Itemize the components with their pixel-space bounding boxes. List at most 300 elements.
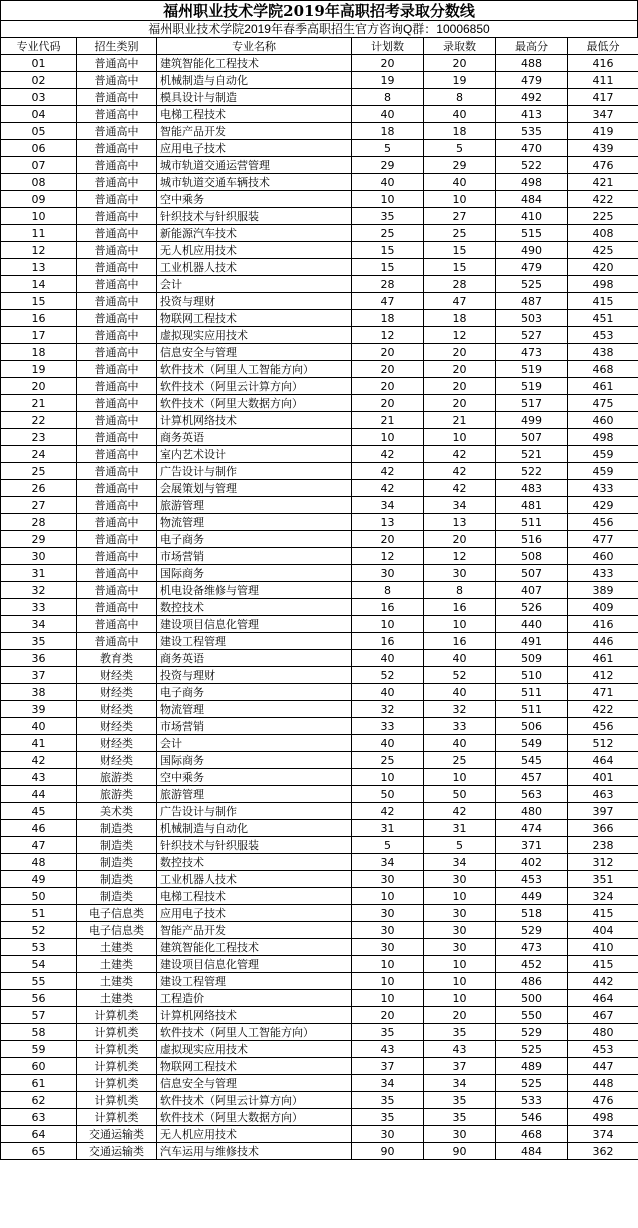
cell-plan: 20 [352, 361, 424, 378]
cell-max-score: 518 [496, 905, 568, 922]
cell-category: 普通高中 [77, 225, 157, 242]
cell-admitted: 12 [424, 548, 496, 565]
cell-plan: 40 [352, 735, 424, 752]
cell-category: 普通高中 [77, 72, 157, 89]
table-row [1, 837, 638, 854]
cell-code: 39 [1, 701, 77, 718]
cell-category: 制造类 [77, 854, 157, 871]
cell-major: 机械制造与自动化 [157, 72, 352, 89]
cell-category: 普通高中 [77, 276, 157, 293]
table-row [1, 55, 638, 72]
cell-code: 17 [1, 327, 77, 344]
cell-code: 08 [1, 174, 77, 191]
cell-code: 33 [1, 599, 77, 616]
cell-admitted: 30 [424, 905, 496, 922]
cell-admitted: 40 [424, 735, 496, 752]
cell-code: 10 [1, 208, 77, 225]
cell-plan: 34 [352, 497, 424, 514]
table-row [1, 735, 638, 752]
cell-major: 建设工程管理 [157, 633, 352, 650]
col-header-major: 专业名称 [157, 38, 352, 55]
cell-admitted: 37 [424, 1058, 496, 1075]
table-row [1, 1041, 638, 1058]
cell-max-score: 517 [496, 395, 568, 412]
cell-code: 20 [1, 378, 77, 395]
cell-min-score: 416 [568, 616, 638, 633]
cell-admitted: 20 [424, 1007, 496, 1024]
cell-admitted: 10 [424, 973, 496, 990]
table-row [1, 599, 638, 616]
table-row [1, 1075, 638, 1092]
table-row [1, 633, 638, 650]
cell-max-score: 468 [496, 1126, 568, 1143]
cell-major: 软件技术（阿里人工智能方向） [157, 361, 352, 378]
cell-admitted: 28 [424, 276, 496, 293]
table-row [1, 565, 638, 582]
cell-max-score: 535 [496, 123, 568, 140]
cell-min-score: 464 [568, 990, 638, 1007]
page-title: 福州职业技术学院2019年高职招考录取分数线 [0, 0, 638, 20]
cell-category: 财经类 [77, 735, 157, 752]
cell-major: 城市轨道交通车辆技术 [157, 174, 352, 191]
cell-max-score: 525 [496, 1075, 568, 1092]
cell-admitted: 35 [424, 1024, 496, 1041]
table-row [1, 1109, 638, 1126]
cell-min-score: 463 [568, 786, 638, 803]
cell-code: 65 [1, 1143, 77, 1160]
cell-code: 32 [1, 582, 77, 599]
cell-major: 软件技术（阿里大数据方向） [157, 1109, 352, 1126]
cell-code: 12 [1, 242, 77, 259]
cell-min-score: 415 [568, 905, 638, 922]
cell-min-score: 453 [568, 1041, 638, 1058]
table-row [1, 395, 638, 412]
cell-min-score: 456 [568, 718, 638, 735]
cell-major: 虚拟现实应用技术 [157, 327, 352, 344]
cell-max-score: 519 [496, 378, 568, 395]
cell-major: 智能产品开发 [157, 922, 352, 939]
cell-admitted: 8 [424, 89, 496, 106]
cell-max-score: 527 [496, 327, 568, 344]
cell-category: 制造类 [77, 888, 157, 905]
table-row [1, 922, 638, 939]
cell-major: 软件技术（阿里人工智能方向） [157, 1024, 352, 1041]
cell-category: 美术类 [77, 803, 157, 820]
cell-max-score: 489 [496, 1058, 568, 1075]
cell-code: 15 [1, 293, 77, 310]
table-row [1, 871, 638, 888]
cell-min-score: 459 [568, 463, 638, 480]
cell-min-score: 408 [568, 225, 638, 242]
cell-min-score: 460 [568, 412, 638, 429]
cell-admitted: 20 [424, 395, 496, 412]
cell-admitted: 10 [424, 990, 496, 1007]
cell-code: 56 [1, 990, 77, 1007]
cell-max-score: 470 [496, 140, 568, 157]
cell-plan: 42 [352, 480, 424, 497]
cell-category: 计算机类 [77, 1024, 157, 1041]
cell-plan: 8 [352, 89, 424, 106]
table-row [1, 225, 638, 242]
cell-min-score: 446 [568, 633, 638, 650]
cell-min-score: 238 [568, 837, 638, 854]
cell-admitted: 29 [424, 157, 496, 174]
cell-code: 64 [1, 1126, 77, 1143]
cell-plan: 30 [352, 565, 424, 582]
table-row [1, 276, 638, 293]
cell-plan: 30 [352, 905, 424, 922]
col-header-admitted: 录取数 [424, 38, 496, 55]
table-row [1, 1058, 638, 1075]
cell-plan: 20 [352, 1007, 424, 1024]
cell-category: 普通高中 [77, 327, 157, 344]
cell-plan: 40 [352, 106, 424, 123]
cell-plan: 40 [352, 650, 424, 667]
cell-category: 普通高中 [77, 106, 157, 123]
cell-major: 电梯工程技术 [157, 888, 352, 905]
cell-plan: 18 [352, 123, 424, 140]
cell-min-score: 419 [568, 123, 638, 140]
cell-plan: 10 [352, 888, 424, 905]
cell-plan: 30 [352, 871, 424, 888]
cell-min-score: 362 [568, 1143, 638, 1160]
table-row [1, 820, 638, 837]
cell-major: 物联网工程技术 [157, 310, 352, 327]
cell-max-score: 484 [496, 1143, 568, 1160]
cell-max-score: 473 [496, 939, 568, 956]
cell-plan: 12 [352, 327, 424, 344]
cell-max-score: 545 [496, 752, 568, 769]
cell-max-score: 490 [496, 242, 568, 259]
table-row [1, 480, 638, 497]
cell-major: 市场营销 [157, 718, 352, 735]
cell-plan: 30 [352, 1126, 424, 1143]
cell-min-score: 404 [568, 922, 638, 939]
cell-admitted: 34 [424, 854, 496, 871]
cell-code: 62 [1, 1092, 77, 1109]
cell-category: 计算机类 [77, 1075, 157, 1092]
cell-min-score: 401 [568, 769, 638, 786]
cell-code: 57 [1, 1007, 77, 1024]
cell-min-score: 498 [568, 429, 638, 446]
cell-admitted: 20 [424, 531, 496, 548]
cell-category: 普通高中 [77, 191, 157, 208]
cell-code: 44 [1, 786, 77, 803]
cell-code: 27 [1, 497, 77, 514]
cell-category: 制造类 [77, 837, 157, 854]
cell-major: 软件技术（阿里云计算方向） [157, 1092, 352, 1109]
table-row [1, 72, 638, 89]
cell-plan: 32 [352, 701, 424, 718]
cell-admitted: 52 [424, 667, 496, 684]
cell-category: 普通高中 [77, 599, 157, 616]
cell-major: 信息安全与管理 [157, 1075, 352, 1092]
cell-min-score: 389 [568, 582, 638, 599]
cell-category: 普通高中 [77, 514, 157, 531]
cell-code: 01 [1, 55, 77, 72]
cell-plan: 28 [352, 276, 424, 293]
cell-min-score: 461 [568, 650, 638, 667]
cell-plan: 5 [352, 837, 424, 854]
cell-max-score: 511 [496, 701, 568, 718]
table-row [1, 344, 638, 361]
cell-code: 24 [1, 446, 77, 463]
cell-code: 07 [1, 157, 77, 174]
cell-code: 05 [1, 123, 77, 140]
cell-max-score: 410 [496, 208, 568, 225]
cell-min-score: 412 [568, 667, 638, 684]
cell-min-score: 351 [568, 871, 638, 888]
cell-plan: 18 [352, 310, 424, 327]
cell-major: 国际商务 [157, 752, 352, 769]
cell-code: 04 [1, 106, 77, 123]
cell-plan: 42 [352, 446, 424, 463]
cell-min-score: 415 [568, 956, 638, 973]
cell-plan: 25 [352, 752, 424, 769]
cell-code: 30 [1, 548, 77, 565]
cell-category: 财经类 [77, 718, 157, 735]
cell-max-score: 521 [496, 446, 568, 463]
cell-plan: 50 [352, 786, 424, 803]
cell-max-score: 529 [496, 1024, 568, 1041]
cell-max-score: 526 [496, 599, 568, 616]
cell-plan: 34 [352, 854, 424, 871]
cell-min-score: 410 [568, 939, 638, 956]
cell-category: 财经类 [77, 752, 157, 769]
cell-min-score: 480 [568, 1024, 638, 1041]
cell-admitted: 5 [424, 837, 496, 854]
cell-major: 空中乘务 [157, 769, 352, 786]
cell-major: 旅游管理 [157, 497, 352, 514]
cell-max-score: 453 [496, 871, 568, 888]
cell-code: 60 [1, 1058, 77, 1075]
cell-major: 室内艺术设计 [157, 446, 352, 463]
cell-code: 02 [1, 72, 77, 89]
cell-plan: 40 [352, 684, 424, 701]
cell-min-score: 476 [568, 1092, 638, 1109]
cell-major: 计算机网络技术 [157, 412, 352, 429]
cell-min-score: 448 [568, 1075, 638, 1092]
cell-major: 建筑智能化工程技术 [157, 939, 352, 956]
cell-major: 数控技术 [157, 599, 352, 616]
page-subtitle: 福州职业技术学院2019年春季高职招生官方咨询Q群：10006850 [0, 20, 638, 37]
cell-admitted: 20 [424, 378, 496, 395]
table-row [1, 718, 638, 735]
cell-major: 工业机器人技术 [157, 259, 352, 276]
cell-category: 交通运输类 [77, 1143, 157, 1160]
cell-category: 计算机类 [77, 1041, 157, 1058]
cell-major: 新能源汽车技术 [157, 225, 352, 242]
table-row [1, 854, 638, 871]
cell-plan: 21 [352, 412, 424, 429]
cell-min-score: 461 [568, 378, 638, 395]
cell-code: 09 [1, 191, 77, 208]
table-row [1, 1126, 638, 1143]
cell-code: 59 [1, 1041, 77, 1058]
table-row [1, 990, 638, 1007]
cell-min-score: 498 [568, 276, 638, 293]
cell-category: 普通高中 [77, 463, 157, 480]
cell-max-score: 506 [496, 718, 568, 735]
cell-major: 物流管理 [157, 701, 352, 718]
cell-category: 普通高中 [77, 412, 157, 429]
cell-admitted: 25 [424, 752, 496, 769]
cell-code: 63 [1, 1109, 77, 1126]
cell-min-score: 475 [568, 395, 638, 412]
cell-code: 50 [1, 888, 77, 905]
cell-code: 06 [1, 140, 77, 157]
cell-min-score: 397 [568, 803, 638, 820]
cell-major: 模具设计与制造 [157, 89, 352, 106]
cell-category: 普通高中 [77, 293, 157, 310]
cell-major: 软件技术（阿里大数据方向） [157, 395, 352, 412]
cell-plan: 15 [352, 259, 424, 276]
cell-max-score: 491 [496, 633, 568, 650]
cell-min-score: 477 [568, 531, 638, 548]
cell-code: 13 [1, 259, 77, 276]
cell-category: 土建类 [77, 990, 157, 1007]
cell-category: 普通高中 [77, 616, 157, 633]
cell-max-score: 507 [496, 565, 568, 582]
cell-major: 工程造价 [157, 990, 352, 1007]
table-header-row [1, 38, 638, 55]
table-row [1, 769, 638, 786]
table-row [1, 786, 638, 803]
cell-code: 36 [1, 650, 77, 667]
cell-max-score: 479 [496, 72, 568, 89]
cell-admitted: 40 [424, 174, 496, 191]
cell-category: 教育类 [77, 650, 157, 667]
cell-admitted: 20 [424, 344, 496, 361]
col-header-code: 专业代码 [1, 38, 77, 55]
cell-code: 45 [1, 803, 77, 820]
cell-major: 商务英语 [157, 429, 352, 446]
cell-code: 43 [1, 769, 77, 786]
cell-plan: 34 [352, 1075, 424, 1092]
cell-category: 普通高中 [77, 259, 157, 276]
cell-admitted: 35 [424, 1092, 496, 1109]
cell-category: 普通高中 [77, 361, 157, 378]
table-row [1, 327, 638, 344]
cell-min-score: 422 [568, 191, 638, 208]
cell-min-score: 476 [568, 157, 638, 174]
cell-major: 市场营销 [157, 548, 352, 565]
cell-max-score: 519 [496, 361, 568, 378]
table-row [1, 1092, 638, 1109]
cell-major: 计算机网络技术 [157, 1007, 352, 1024]
cell-admitted: 18 [424, 123, 496, 140]
cell-max-score: 525 [496, 276, 568, 293]
cell-category: 普通高中 [77, 531, 157, 548]
cell-category: 普通高中 [77, 395, 157, 412]
cell-major: 建设工程管理 [157, 973, 352, 990]
cell-major: 工业机器人技术 [157, 871, 352, 888]
table-row [1, 616, 638, 633]
table-row [1, 888, 638, 905]
cell-min-score: 433 [568, 565, 638, 582]
cell-admitted: 30 [424, 565, 496, 582]
cell-max-score: 486 [496, 973, 568, 990]
cell-category: 普通高中 [77, 157, 157, 174]
table-row [1, 140, 638, 157]
cell-max-score: 402 [496, 854, 568, 871]
cell-major: 应用电子技术 [157, 905, 352, 922]
cell-max-score: 481 [496, 497, 568, 514]
cell-admitted: 8 [424, 582, 496, 599]
table-row [1, 582, 638, 599]
cell-category: 普通高中 [77, 480, 157, 497]
cell-max-score: 529 [496, 922, 568, 939]
cell-major: 机械制造与自动化 [157, 820, 352, 837]
table-row [1, 667, 638, 684]
cell-major: 空中乘务 [157, 191, 352, 208]
cell-admitted: 19 [424, 72, 496, 89]
cell-plan: 30 [352, 922, 424, 939]
cell-max-score: 533 [496, 1092, 568, 1109]
cell-category: 财经类 [77, 684, 157, 701]
cell-major: 汽车运用与维修技术 [157, 1143, 352, 1160]
cell-major: 数控技术 [157, 854, 352, 871]
cell-min-score: 447 [568, 1058, 638, 1075]
cell-admitted: 30 [424, 922, 496, 939]
cell-plan: 43 [352, 1041, 424, 1058]
col-header-category: 招生类别 [77, 38, 157, 55]
cell-plan: 10 [352, 769, 424, 786]
table-row [1, 531, 638, 548]
cell-category: 普通高中 [77, 378, 157, 395]
table-row [1, 123, 638, 140]
cell-max-score: 488 [496, 55, 568, 72]
cell-admitted: 42 [424, 463, 496, 480]
cell-min-score: 468 [568, 361, 638, 378]
cell-max-score: 550 [496, 1007, 568, 1024]
cell-code: 48 [1, 854, 77, 871]
cell-plan: 20 [352, 395, 424, 412]
cell-code: 31 [1, 565, 77, 582]
cell-admitted: 30 [424, 1126, 496, 1143]
cell-code: 46 [1, 820, 77, 837]
table-row [1, 361, 638, 378]
cell-min-score: 374 [568, 1126, 638, 1143]
cell-category: 电子信息类 [77, 922, 157, 939]
cell-max-score: 474 [496, 820, 568, 837]
cell-plan: 16 [352, 599, 424, 616]
cell-category: 旅游类 [77, 769, 157, 786]
cell-admitted: 10 [424, 429, 496, 446]
cell-max-score: 546 [496, 1109, 568, 1126]
cell-max-score: 511 [496, 684, 568, 701]
cell-max-score: 407 [496, 582, 568, 599]
cell-admitted: 16 [424, 633, 496, 650]
cell-plan: 10 [352, 616, 424, 633]
cell-admitted: 20 [424, 55, 496, 72]
cell-min-score: 442 [568, 973, 638, 990]
cell-code: 40 [1, 718, 77, 735]
cell-major: 建筑智能化工程技术 [157, 55, 352, 72]
cell-max-score: 509 [496, 650, 568, 667]
cell-min-score: 225 [568, 208, 638, 225]
cell-major: 软件技术（阿里云计算方向） [157, 378, 352, 395]
cell-major: 广告设计与制作 [157, 463, 352, 480]
cell-max-score: 484 [496, 191, 568, 208]
cell-admitted: 20 [424, 361, 496, 378]
cell-min-score: 429 [568, 497, 638, 514]
cell-code: 23 [1, 429, 77, 446]
cell-code: 37 [1, 667, 77, 684]
cell-max-score: 563 [496, 786, 568, 803]
table-row [1, 106, 638, 123]
table-row [1, 293, 638, 310]
